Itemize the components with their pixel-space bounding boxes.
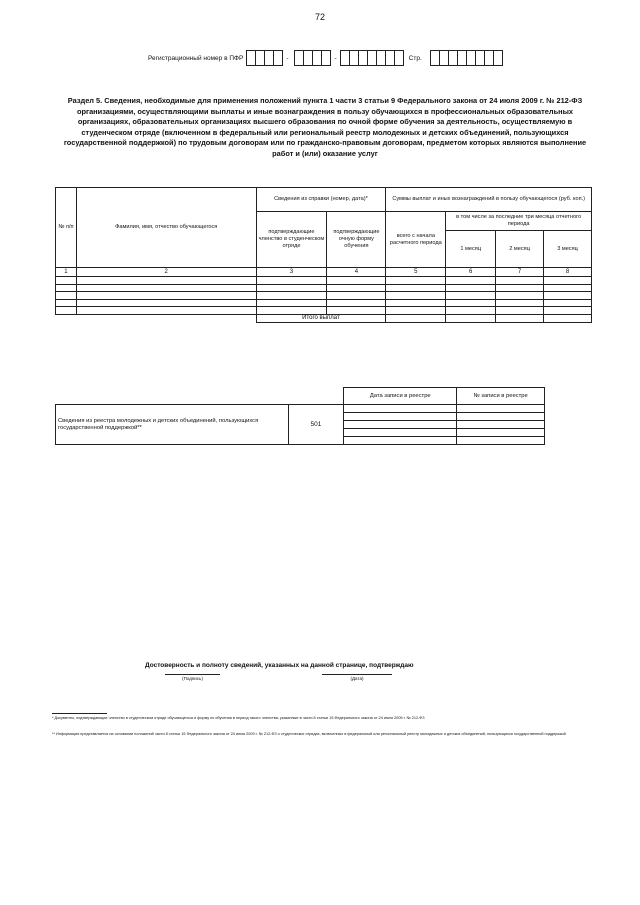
- reg-number-part2[interactable]: [294, 50, 331, 66]
- page-label: Стр.: [408, 54, 422, 62]
- col-header-m3: 3 месяц: [544, 231, 592, 268]
- registry-row-label: Сведения из реестра молодежных и детских объединений, пользующихся государственной поддержкой**: [56, 405, 289, 445]
- registry-date-cell[interactable]: [344, 429, 457, 437]
- registry-number-cell[interactable]: [457, 429, 545, 437]
- footnote-1: * Документы, подтверждающие членство в студенческом отряде обучающегося и форму их обучения в период такого членства, указанные в части 8 статьи 15 Федерального закона от 24 июля 2009 г. № 212-ФЗ: [52, 716, 425, 720]
- col-number: 8: [544, 268, 592, 277]
- section-title: Раздел 5. Сведения, необходимые для применения положений пункта 1 части 3 статьи 9 Федерального закона от 24 июля 2009 г. № 212-ФЗ организациями, осуществляющими выплаты и иные вознаграждения в пользу обучающихся в профессиональных образовательных организациях, образовательных организациях высшего образования по очной форме обучения за деятельность, осуществляемую в студенческом отряде (включенном в федеральный или региональный реестр молодежных и детских объединений, пользующихся государственной поддержкой) по трудовым договорам или по гражданско-правовым договорам, предметом которых являются выполнение работ и (или) оказание услуг: [63, 96, 587, 158]
- registry-date-cell[interactable]: [344, 413, 457, 421]
- registry-number-cell[interactable]: [457, 413, 545, 421]
- col-header-sums: Суммы выплат и иных вознаграждений в пользу обучающегося (руб. коп.): [386, 188, 592, 212]
- col-number: 2: [76, 268, 256, 277]
- signature-caption: (Подпись): [182, 676, 203, 681]
- col-header-name: Фамилия, имя, отчество обучающегося: [76, 188, 256, 268]
- table-row[interactable]: [56, 277, 592, 285]
- signature-statement: Достоверность и полноту сведений, указанных на данной странице, подтверждаю: [145, 662, 414, 669]
- registry-row-code: 501: [288, 405, 344, 445]
- registry-number-cell[interactable]: [457, 421, 545, 429]
- col-number: 3: [256, 268, 327, 277]
- col-header-cert: Сведения из справки (номер, дата)*: [256, 188, 386, 212]
- page-number: 72: [314, 12, 325, 22]
- footnote-divider: [52, 713, 107, 714]
- total-row: [56, 314, 592, 322]
- table-row[interactable]: [56, 292, 592, 300]
- dash-separator: -: [286, 54, 289, 62]
- registry-table: [55, 387, 545, 445]
- col-header-last3: в том числе за последние три месяца отчетного периода: [446, 212, 592, 231]
- col-number: 4: [327, 268, 386, 277]
- table-row[interactable]: [56, 299, 592, 307]
- reg-number-label: Регистрационный номер в ПФР: [148, 54, 244, 62]
- page-number-field[interactable]: [430, 50, 503, 66]
- date-field[interactable]: [322, 674, 392, 686]
- date-caption: (Дата): [350, 676, 364, 681]
- registry-date-cell[interactable]: [344, 437, 457, 445]
- total-label: Итого выплат: [256, 314, 386, 322]
- col-number: 6: [446, 268, 496, 277]
- total-value[interactable]: [386, 314, 446, 322]
- dash-separator: -: [334, 54, 337, 62]
- col-header-total: всего с начала расчетного периода: [386, 212, 446, 268]
- table-row[interactable]: [56, 307, 592, 315]
- col-number: 5: [386, 268, 446, 277]
- table-row[interactable]: [56, 284, 592, 292]
- registry-date-cell[interactable]: [344, 421, 457, 429]
- reg-number-part1[interactable]: [246, 50, 283, 66]
- col-number: 7: [496, 268, 544, 277]
- col-number: 1: [56, 268, 77, 277]
- col-header-cert-study: подтверждающие очную форму обучения: [327, 212, 386, 268]
- registry-number-header: № записи в реестре: [457, 388, 545, 405]
- col-header-cert-member: подтверждающие членство в студенческом отряде: [256, 212, 327, 268]
- registry-date-cell[interactable]: [344, 405, 457, 413]
- col-header-no: № п/п: [56, 188, 77, 268]
- reg-number-part3[interactable]: [340, 50, 404, 66]
- students-table: [55, 187, 592, 323]
- registry-date-header: Дата записи в реестре: [344, 388, 457, 405]
- col-header-m2: 2 месяц: [496, 231, 544, 268]
- registry-number-cell[interactable]: [457, 405, 545, 413]
- column-numbers-row: [56, 268, 592, 277]
- registration-number-row: [148, 50, 503, 66]
- registry-number-cell[interactable]: [457, 437, 545, 445]
- footnote-2: ** Информация представляется на основании положений части 8 статьи 15 Федерального закона от 24 июля 2009 г. № 212-ФЗ о студенческих отрядах, включенных в федеральный или региональный реестр молодежных и детских объединений, пользующихся государственной поддержкой: [52, 732, 566, 736]
- col-header-m1: 1 месяц: [446, 231, 496, 268]
- signature-field[interactable]: [165, 674, 220, 686]
